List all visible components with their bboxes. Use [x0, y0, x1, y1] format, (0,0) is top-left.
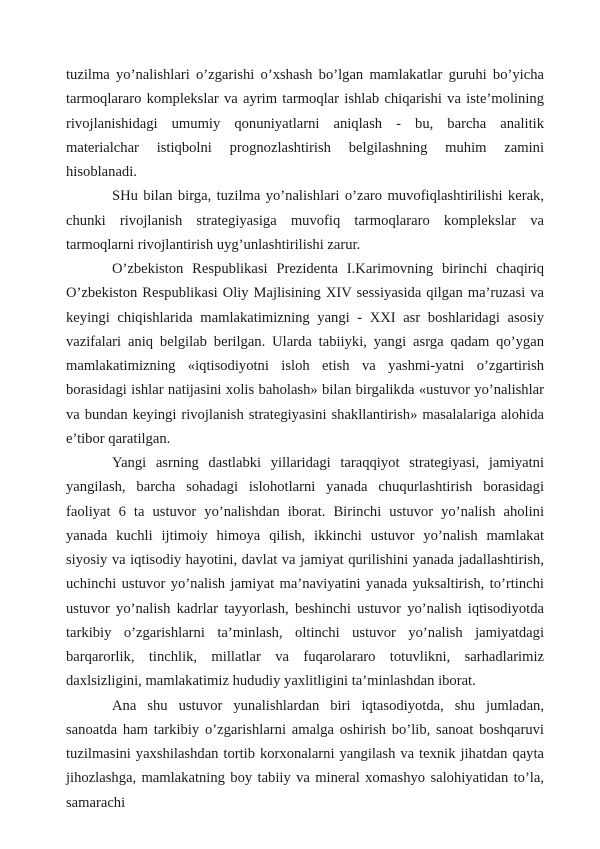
paragraph: SHu bilan birga, tuzilma yo’nalishlari o’zaro muvofiqlashtirilishi kerak, chunki rivojlanish strategiyasiga muvofiq tarmoqlararo komplekslar va tarmoqlarni rivojlantirish uyg’unlashtirilishi zarur. [66, 188, 544, 253]
paragraph: Yangi asrning dastlabki yillaridagi taraqqiyot strategiyasi, jamiyatni yangilash, barcha sohadagi islohotlarni yanada chuqurlashtirish borasidagi faoliyat 6 ta ustuvor yo’nalishdan iborat. Birinchi ustuvor yo’nalish aholini yanada kuchli ijtimoiy himoya qilish, ikkinchi ustuvor yo’nalish mamlakat siyosiy va iqtisodiy hayotini, davlat va jamiyat qurilishini yanada jadallashtirish, uchinchi ustuvor yo’nalish jamiyat ma’naviyatini yanada yuksaltirish, to’rtinchi ustuvor yo’nalish kadrlar tayyorlash, beshinchi ustuvor yo’nalish iqtisodiyotda tarkibiy o’zgarishlarni ta’minlash, oltinchi ustuvor yo’nalish jamiyatdagi barqarorlik, tinchlik, millatlar va fuqarolararo totuvlikni, sarhadlarimiz daxlsizligini, mamlakatimiz hududiy yaxlitligini ta’minlashdan iborat. [66, 455, 544, 690]
paragraph: Ana shu ustuvor yunalishlardan biri iqtasodiyotda, shu jumladan, sanoatda ham tarkibiy o’zgarishlarni amalga oshirish bo’lib, sanoat boshqaruvi tuzilmasini yaxshilashdan tortib korxonalarni yangilash va texnik jihatdan qayta jihozlashga, mamlakatning boy tabiiy va mineral xomashyo salohiyatidan to’la, samarachi [66, 697, 544, 811]
paragraph-continuation: tuzilma yo’nalishlari o’zgarishi o’xshash bo’lgan mamlakatlar guruhi bo’yicha tarmoqlararo komplekslar va ayrim tarmoqlar ishlab chiqarishi va iste’molining rivojlanishidagi umumiy qonuniyatlarni aniqlash - bu, barcha analitik materialchar istiqbolni prognozlashtirish belgilashning muhim zamini hisoblanadi. [66, 67, 544, 180]
paragraph: O’zbekiston Respublikasi Prezidenta I.Karimovning birinchi chaqiriq O’zbekiston Respublikasi Oliy Majlisining XIV sessiyasida qilgan ma’ruzasi va keyingi chiqishlarida mamlakatimizning yangi - XXI asr boshlaridagi asosiy vazifalari aniq belgilab berilgan. Ularda tabiiyki, yangi asrga qadam qo’ygan mamlakatimizning «iqtisodiyotni isloh etish va yashmi-yatni o’zgartirish borasidagi ishlar natijasini xolis baholash» bilan birgalikda «ustuvor yo’nalishlar va bundan keyingi rivojlanish strategiyasini shakllantirish» masalalariga alohida e’tibor qaratilgan. [66, 261, 544, 447]
document-body [66, 63, 544, 815]
